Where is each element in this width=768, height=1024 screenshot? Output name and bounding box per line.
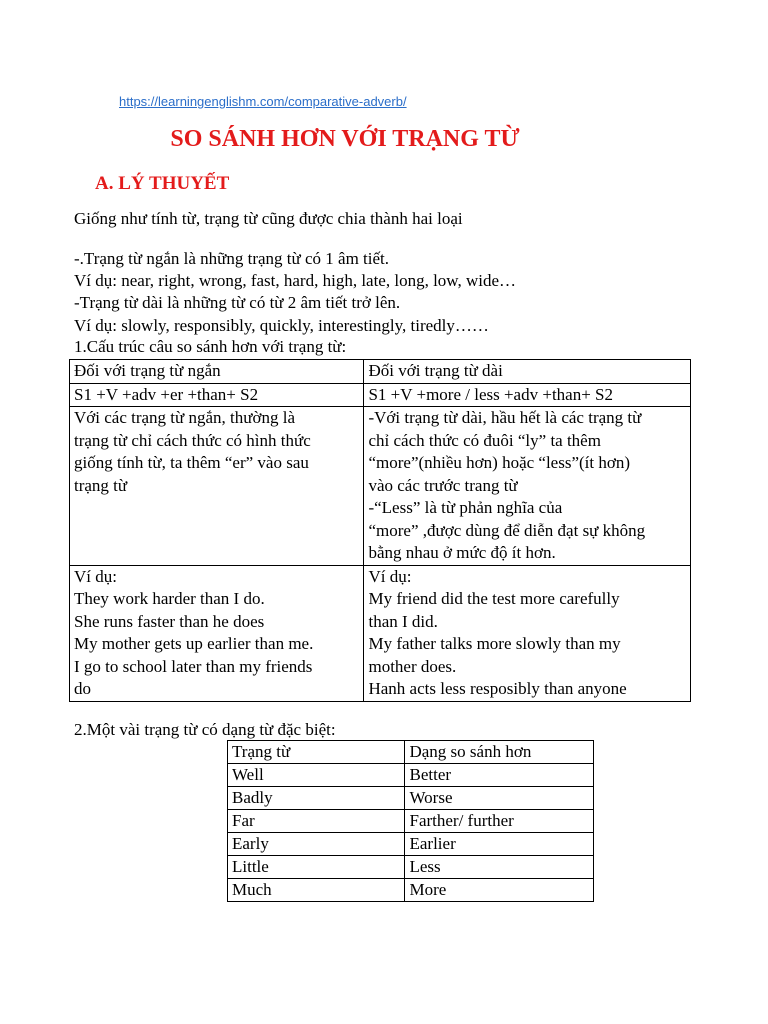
- special-forms-table: [227, 740, 594, 902]
- comparative-cell: Earlier: [405, 833, 594, 856]
- cell-text-line: trạng từ: [74, 475, 128, 495]
- section-a-heading: A. LÝ THUYẾT: [95, 173, 230, 194]
- cell-text-line: They work harder than I do.: [74, 589, 265, 608]
- table-row: [228, 810, 594, 833]
- table-row: [70, 407, 691, 566]
- cell-text-line: giống tính từ, ta thêm “er” vào sau: [74, 453, 309, 472]
- adverb-cell: Far: [228, 810, 405, 833]
- special-forms-heading: 2.Một vài trạng từ có dạng từ đặc biệt:: [74, 720, 336, 739]
- table-row: [70, 383, 691, 407]
- cell-text-line: -“Less” là từ phản nghĩa của: [368, 498, 563, 517]
- cell-text-line: “more”(nhiều hơn) hoặc “less”(ít hơn): [368, 453, 631, 472]
- comparison-structure-table: [69, 359, 691, 702]
- cell-text-line: bằng nhau ở mức độ ít hơn.: [368, 543, 556, 562]
- table-row: [70, 360, 691, 384]
- cell-text-line: vào các trước trang từ: [368, 475, 518, 495]
- cell-text-line: mother does.: [368, 656, 457, 676]
- structure-heading: 1.Cấu trúc câu so sánh hơn với trạng từ:: [74, 337, 347, 356]
- adverb-cell: Well: [228, 764, 405, 787]
- comparative-cell: Better: [405, 764, 594, 787]
- table-row: [228, 833, 594, 856]
- source-link[interactable]: https://learningenglishm.com/comparative-adverb/: [119, 94, 407, 109]
- adverb-cell: Badly: [228, 787, 405, 810]
- examples-short: [70, 565, 364, 701]
- table-header-long: Đối với trạng từ dài: [364, 360, 691, 384]
- table-row: [228, 879, 594, 902]
- formula-short: S1 +V +adv +er +than+ S2: [70, 383, 364, 407]
- cell-text-line: trạng từ chỉ cách thức có hình thức: [74, 430, 311, 450]
- text-line-long-adverb: -Trạng từ dài là những từ có từ 2 âm tiết trở lên.: [74, 293, 401, 312]
- cell-text-line: than I did.: [368, 611, 438, 631]
- table-row: [228, 787, 594, 810]
- text-line-long-example: Ví dụ: slowly, responsibly, quickly, interestingly, tiredly……: [74, 316, 489, 335]
- explain-long: [364, 407, 691, 566]
- table-row: [228, 764, 594, 787]
- explain-short: [70, 407, 364, 566]
- table-header-comparative: Dạng so sánh hơn: [405, 741, 594, 764]
- adverb-cell: Little: [228, 856, 405, 879]
- table-row: [228, 741, 594, 764]
- cell-text-line: I go to school later than my friends: [74, 656, 313, 676]
- cell-text-line: Hanh acts less resposibly than anyone: [368, 679, 627, 698]
- cell-text-line: chỉ cách thức có đuôi “ly” ta thêm: [368, 430, 601, 450]
- table-header-short: Đối với trạng từ ngắn: [70, 360, 364, 384]
- cell-text-line: Ví dụ:: [368, 566, 412, 586]
- formula-long: S1 +V +more / less +adv +than+ S2: [364, 383, 691, 407]
- cell-text-line: Ví dụ:: [74, 566, 117, 586]
- cell-text-line: do: [74, 679, 91, 698]
- table-header-adverb: Trạng từ: [228, 741, 405, 764]
- cell-text-line: My friend did the test more carefully: [368, 589, 620, 608]
- cell-text-line: Với các trạng từ ngắn, thường là: [74, 408, 295, 427]
- table-row: [70, 565, 691, 701]
- comparative-cell: Worse: [405, 787, 594, 810]
- intro-text: Giống như tính từ, trạng từ cũng được chia thành hai loại: [74, 209, 463, 228]
- comparative-cell: Farther/ further: [405, 810, 594, 833]
- comparative-cell: More: [405, 879, 594, 902]
- page-title: SO SÁNH HƠN VỚI TRẠNG TỪ: [170, 126, 520, 152]
- adverb-cell: Much: [228, 879, 405, 902]
- table-row: [228, 856, 594, 879]
- comparative-cell: Less: [405, 856, 594, 879]
- cell-text-line: My mother gets up earlier than me.: [74, 634, 314, 653]
- adverb-cell: Early: [228, 833, 405, 856]
- cell-text-line: -Với trạng từ dài, hầu hết là các trạng từ: [368, 408, 642, 427]
- cell-text-line: My father talks more slowly than my: [368, 634, 621, 653]
- examples-long: [364, 565, 691, 701]
- cell-text-line: She runs faster than he does: [74, 611, 265, 631]
- cell-text-line: “more” ,được dùng để diễn đạt sự không: [368, 520, 646, 540]
- text-line-short-adverb: -.Trạng từ ngắn là những trạng từ có 1 âm tiết.: [74, 249, 390, 268]
- text-line-short-example: Ví dụ: near, right, wrong, fast, hard, high, late, long, low, wide…: [74, 271, 517, 290]
